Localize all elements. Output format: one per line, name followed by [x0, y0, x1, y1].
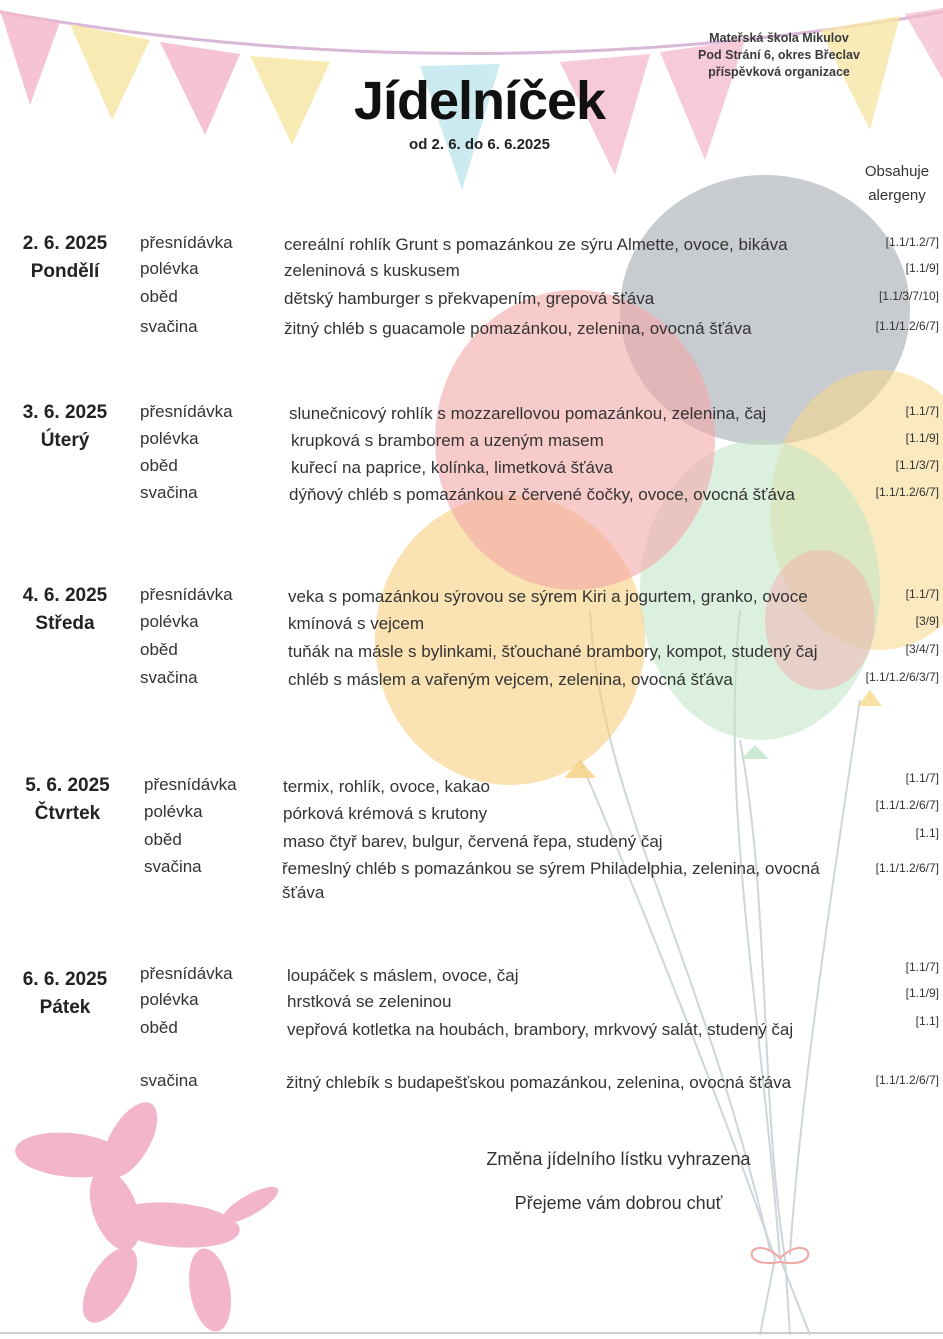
school-name: Mateřská škola Mikulov — [709, 31, 849, 45]
meal-dish: hrstková se zeleninou — [287, 992, 452, 1011]
allergens: [3/4/7] — [905, 642, 939, 656]
footer-note: Změna jídelního lístku vyhrazena — [486, 1149, 751, 1169]
meal-dish: řemeslný chléb s pomazánkou se sýrem Philadelphia, zelenina, ovocná šťáva — [282, 859, 820, 902]
allergen-column-header: Obsahuje alergeny — [864, 163, 930, 204]
allergens: [1.1/9] — [905, 431, 939, 445]
day-name: Pondělí — [30, 261, 100, 282]
page-title: Jídelníček — [353, 71, 606, 131]
day-name: Úterý — [40, 430, 90, 451]
allergens: [1.1] — [915, 826, 939, 840]
day-date: 5. 6. 2025 — [25, 775, 110, 796]
day-date: 2. 6. 2025 — [22, 233, 108, 254]
day-date: 3. 6. 2025 — [22, 402, 108, 423]
meal-type: polévka — [140, 429, 199, 448]
allergens: [1.1/1.2/6/7] — [875, 1073, 939, 1087]
meal-type: oběd — [140, 640, 178, 659]
meal-type: přesnídávka — [140, 233, 233, 252]
allergens: [1.1/7] — [905, 587, 939, 601]
allergens: [1.1] — [915, 1014, 939, 1028]
meal-dish: slunečnicový rohlík s mozzarellovou pomazánkou, zelenina, čaj — [289, 404, 767, 423]
meal-type: přesnídávka — [140, 964, 233, 983]
meal-type: přesnídávka — [144, 775, 237, 794]
meal-type: oběd — [144, 830, 182, 849]
school-type: příspěvková organizace — [708, 65, 850, 79]
meal-dish: loupáček s máslem, ovoce, čaj — [287, 966, 519, 985]
meal-type: polévka — [140, 259, 199, 278]
meal-dish: zeleninová s kuskusem — [284, 261, 460, 280]
day-name: Středa — [35, 613, 95, 634]
allergens: [1.1/7] — [905, 404, 939, 418]
allergens: [1.1/1.2/7] — [885, 235, 939, 249]
meal-type: oběd — [140, 456, 178, 475]
allergens: [3/9] — [915, 614, 939, 628]
meal-type: polévka — [140, 612, 199, 631]
meal-type: polévka — [144, 802, 203, 821]
meal-type: přesnídávka — [140, 402, 233, 421]
allergens: [1.1/1.2/6/7] — [875, 798, 939, 812]
allergens: [1.1/1.2/6/7] — [875, 319, 939, 333]
allergens: [1.1/3/7] — [895, 458, 939, 472]
meal-type: polévka — [140, 990, 199, 1009]
meal-dish: cereální rohlík Grunt s pomazánkou ze sýru Almette, ovoce, bikáva — [284, 235, 788, 254]
day-date: 6. 6. 2025 — [22, 969, 108, 990]
meal-type: svačina — [140, 317, 198, 336]
meal-type: svačina — [140, 668, 198, 687]
allergens: [1.1/3/7/10] — [878, 289, 939, 303]
meal-dish: kuřecí na paprice, kolínka, limetková šťáva — [291, 458, 613, 477]
meal-dish: veka s pomazánkou sýrovou se sýrem Kiri a jogurtem, granko, ovoce — [288, 587, 808, 606]
allergens: [1.1/9] — [905, 986, 939, 1000]
day-date: 4. 6. 2025 — [22, 585, 108, 606]
meal-dish: maso čtyř barev, bulgur, červená řepa, studený čaj — [283, 832, 663, 851]
allergens: [1.1/9] — [905, 261, 939, 275]
meal-type: svačina — [144, 857, 202, 876]
meal-dish: kmínová s vejcem — [288, 614, 425, 633]
allergens: [1.1/7] — [905, 960, 939, 974]
meal-dish: tuňák na másle s bylinkami, šťouchané brambory, kompot, studený čaj — [288, 642, 818, 661]
meal-type: oběd — [140, 287, 178, 306]
balloon-dog — [13, 1094, 282, 1335]
school-address: Pod Strání 6, okres Břeclav — [698, 48, 860, 62]
meal-type: svačina — [140, 1071, 198, 1090]
allergens: [1.1/1.2/6/3/7] — [865, 670, 939, 684]
day-name: Čtvrtek — [34, 803, 101, 824]
allergens: [1.1/1.2/6/7] — [875, 485, 939, 499]
meal-dish: vepřová kotletka na houbách, brambory, mrkvový salát, studený čaj — [287, 1020, 794, 1039]
meal-type: oběd — [140, 1018, 178, 1037]
meal-dish: žitný chlebík s budapešťskou pomazánkou, zelenina, ovocná šťáva — [286, 1073, 792, 1092]
allergens: [1.1/1.2/6/7] — [875, 861, 939, 875]
meal-dish: termix, rohlík, ovoce, kakao — [283, 777, 490, 796]
date-range: od 2. 6. do 6. 6.2025 — [409, 136, 550, 153]
meal-dish: dětský hamburger s překvapením, grepová šťáva — [284, 289, 655, 308]
meal-dish: krupková s bramborem a uzeným masem — [291, 431, 604, 450]
footer-wish: Přejeme vám dobrou chuť — [514, 1193, 723, 1213]
meal-dish: pórková krémová s krutony — [283, 804, 488, 823]
day-name: Pátek — [39, 997, 91, 1018]
meal-type: přesnídávka — [140, 585, 233, 604]
allergens: [1.1/7] — [905, 771, 939, 785]
meal-dish: chléb s máslem a vařeným vejcem, zelenina, ovocná šťáva — [288, 670, 733, 689]
meal-type: svačina — [140, 483, 198, 502]
meal-dish: žitný chléb s guacamole pomazánkou, zelenina, ovocná šťáva — [284, 319, 752, 338]
meal-dish: dýňový chléb s pomazánkou z červené čočky, ovoce, ovocná šťáva — [289, 485, 795, 504]
